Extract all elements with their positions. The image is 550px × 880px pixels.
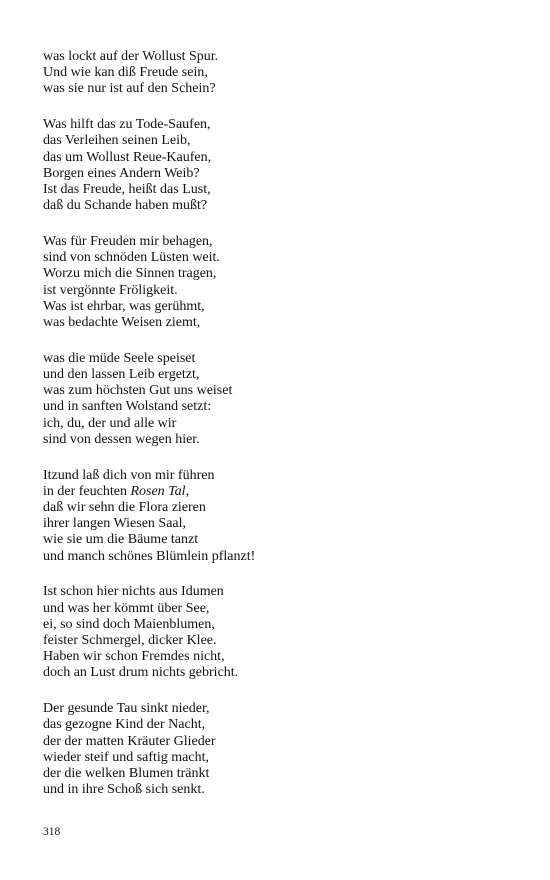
poem-line: sind von schnöden Lüsten weit. (43, 250, 220, 266)
poem-line: Der gesunde Tau sinkt nieder, (43, 701, 210, 717)
poem-line: Was hilft das zu Tode-Saufen, (43, 117, 211, 133)
poem-line: und in ihre Schoß sich senkt. (43, 782, 205, 798)
poem-line: daß wir sehn die Flora zieren (43, 500, 206, 516)
poem-line: und den lassen Leib ergetzt, (43, 367, 200, 383)
poem-line: was zum höchsten Gut uns weiset (43, 383, 233, 399)
poem-line: Itzund laß dich von mir führen (43, 467, 215, 483)
poem-line: Ist schon hier nichts aus Idumen (43, 584, 224, 600)
poem-text (43, 49, 513, 818)
poem-line: Haben wir schon Fremdes nicht, (43, 649, 225, 665)
stanza-2 (43, 117, 513, 214)
page-number: 318 (43, 826, 61, 838)
poem-line: ei, so sind doch Maienblumen, (43, 616, 215, 632)
poem-line: feister Schmergel, dicker Klee. (43, 633, 217, 649)
poem-line: und manch schönes Blümlein pflanzt! (43, 548, 256, 564)
poem-line: der die welken Blumen tränkt (43, 766, 210, 782)
poem-line: Worzu mich die Sinnen tragen, (43, 266, 217, 282)
stanza-5 (43, 468, 513, 565)
poem-line: sind von dessen wegen hier. (43, 431, 200, 447)
poem-line: ist vergönnte Fröligkeit. (43, 282, 178, 298)
poem-line (43, 484, 513, 500)
poem-line: Und wie kan diß Freude sein, (43, 65, 208, 81)
poem-line: was lockt auf der Wollust Spur. (43, 49, 219, 64)
poem-line: das gezogne Kind der Nacht, (43, 717, 206, 733)
stanza-4 (43, 351, 513, 448)
poem-line: doch an Lust drum nichts gebricht. (43, 665, 239, 681)
poem-line: Ist das Freude, heißt das Lust, (43, 182, 211, 198)
poem-line: was die müde Seele speiset (43, 350, 196, 366)
poem-line: der der matten Kräuter Glieder (43, 733, 216, 749)
poem-line: daß du Schande haben mußt? (43, 198, 208, 214)
stanza-3 (43, 234, 513, 331)
poem-line: das um Wollust Reue-Kaufen, (43, 149, 212, 165)
poem-line: Was ist ehrbar, was gerühmt, (43, 298, 205, 314)
poem-line: Was für Freuden mir behagen, (43, 234, 213, 250)
poem-line: ihrer langen Wiesen Saal, (43, 516, 187, 532)
stanza-7 (43, 701, 513, 798)
poem-line: das Verleihen seinen Leib, (43, 133, 191, 149)
poem-line: ich, du, der und alle wir (43, 415, 177, 431)
italic-place-name: Rosen Tal, (130, 483, 190, 499)
poem-line: Borgen eines Andern Weib? (43, 165, 200, 181)
poem-line: und was her kömmt über See, (43, 600, 210, 616)
poem-line-text: in der feuchten (43, 483, 131, 499)
poem-line: wieder steif und saftig macht, (43, 749, 210, 765)
stanza-6 (43, 584, 513, 681)
poem-line: was sie nur ist auf den Schein? (43, 81, 216, 97)
poem-line: und in sanften Wolstand setzt: (43, 399, 212, 415)
stanza-1 (43, 49, 513, 98)
poem-line: wie sie um die Bäume tanzt (43, 532, 199, 548)
poem-line: was bedachte Weisen ziemt, (43, 315, 201, 331)
